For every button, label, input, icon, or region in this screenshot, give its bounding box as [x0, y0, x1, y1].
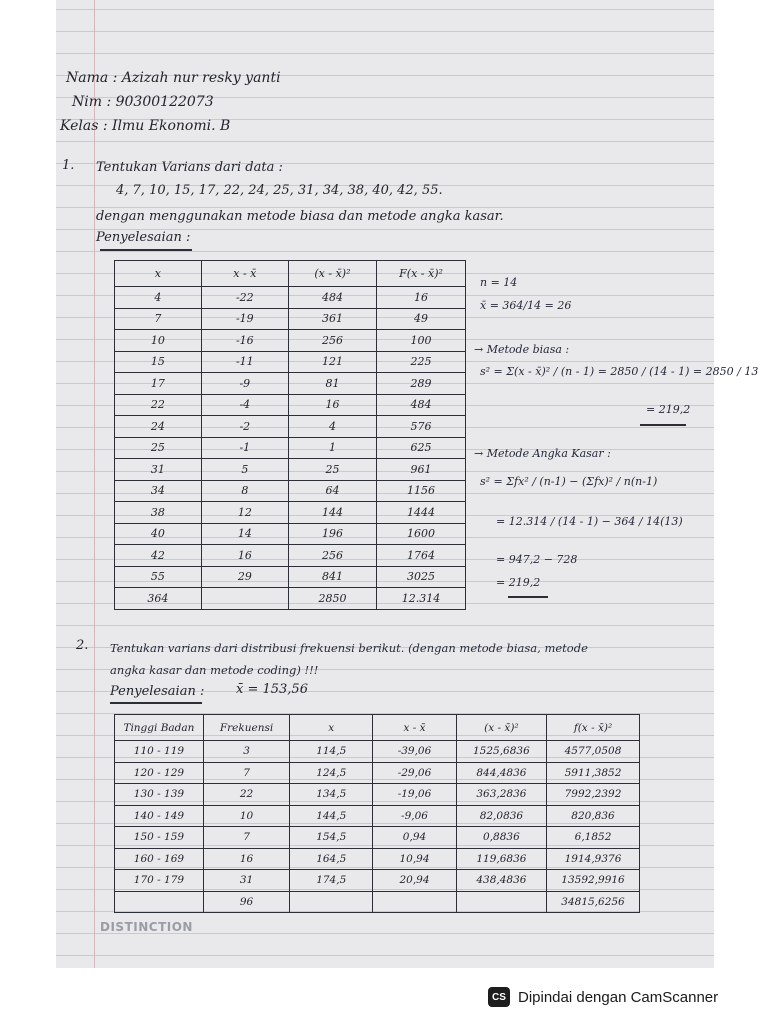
- table-cell: 225: [377, 351, 466, 373]
- col-header: (x - x̄)²: [456, 715, 546, 741]
- table-cell: 150 - 159: [115, 827, 204, 849]
- table-cell: 140 - 149: [115, 805, 204, 827]
- metode-biasa-result: = 219,2: [646, 403, 691, 416]
- camscanner-label: Dipindai dengan CamScanner: [518, 988, 719, 1006]
- table-cell: 576: [377, 416, 466, 438]
- notebook-page: [56, 0, 759, 968]
- col-header: x - x̄: [373, 715, 457, 741]
- table-cell: 144: [288, 502, 376, 524]
- table-cell: 13592,9916: [547, 870, 640, 892]
- table-row: [115, 805, 640, 827]
- table-header-row: [115, 261, 466, 287]
- table-cell: 121: [288, 351, 376, 373]
- table-cell: 29: [201, 566, 288, 588]
- table-cell: -29,06: [373, 762, 457, 784]
- metode-kasar-result: = 219,2: [496, 576, 541, 589]
- table-cell: -9: [201, 373, 288, 395]
- table-cell: 164,5: [290, 848, 373, 870]
- table-cell: 100: [377, 330, 466, 352]
- table-row: [115, 502, 466, 524]
- q2-number: 2.: [76, 638, 89, 653]
- table-cell: 82,0836: [456, 805, 546, 827]
- table-cell: 16: [288, 394, 376, 416]
- table-total-cell: [373, 891, 457, 913]
- table-cell: -19: [201, 308, 288, 330]
- table-cell: 110 - 119: [115, 741, 204, 763]
- table-cell: 5911,3852: [547, 762, 640, 784]
- table-cell: 42: [115, 545, 202, 567]
- table-cell: 7992,2392: [547, 784, 640, 806]
- table-header-row: [115, 715, 640, 741]
- mean-value: x̄ = 364/14 = 26: [480, 299, 572, 312]
- metode-kasar-title: → Metode Angka Kasar :: [474, 447, 611, 460]
- table-row: [115, 566, 466, 588]
- table-cell: 844,4836: [456, 762, 546, 784]
- table-cell: 12: [201, 502, 288, 524]
- table-cell: 363,2836: [456, 784, 546, 806]
- q1-method: dengan menggunakan metode biasa dan metode angka kasar.: [96, 209, 504, 224]
- table-cell: 0,8836: [456, 827, 546, 849]
- table-cell: 119,6836: [456, 848, 546, 870]
- table-cell: 6,1852: [547, 827, 640, 849]
- table-row: [115, 330, 466, 352]
- table-cell: 1525,6836: [456, 741, 546, 763]
- table-cell: 1156: [377, 480, 466, 502]
- table-cell: -19,06: [373, 784, 457, 806]
- table-cell: 16: [201, 545, 288, 567]
- table-cell: 144,5: [290, 805, 373, 827]
- table-cell: 4: [115, 287, 202, 309]
- penyelesaian-underline: [110, 702, 202, 704]
- table-cell: 3: [203, 741, 289, 763]
- table-row: [115, 784, 640, 806]
- table-total-cell: 12.314: [377, 588, 466, 610]
- result-underline: [508, 596, 548, 598]
- table-row: [115, 287, 466, 309]
- table-cell: 174,5: [290, 870, 373, 892]
- table-cell: 15: [115, 351, 202, 373]
- metode-kasar-formula: s² = Σfx² / (n-1) − (Σfx)² / n(n-1): [480, 475, 658, 488]
- q2-mean: x̄ = 153,56: [236, 682, 308, 697]
- table-total-cell: [456, 891, 546, 913]
- table-cell: 961: [377, 459, 466, 481]
- table-cell: 1: [288, 437, 376, 459]
- table-cell: 7: [203, 762, 289, 784]
- table-cell: 64: [288, 480, 376, 502]
- student-nim: Nim : 90300122073: [72, 94, 214, 110]
- table-row: [115, 848, 640, 870]
- table-cell: 22: [203, 784, 289, 806]
- q1-penyelesaian: Penyelesaian :: [96, 230, 191, 245]
- col-header: f(x - x̄)²: [547, 715, 640, 741]
- table-cell: 820,836: [547, 805, 640, 827]
- table-cell: 114,5: [290, 741, 373, 763]
- table-cell: 17: [115, 373, 202, 395]
- variance-table-1: [114, 260, 466, 610]
- table-row: [115, 459, 466, 481]
- table-row: [115, 480, 466, 502]
- camscanner-footer: [476, 982, 756, 1012]
- table-cell: 40: [115, 523, 202, 545]
- q1-title: Tentukan Varians dari data :: [96, 160, 283, 175]
- table-cell: 3025: [377, 566, 466, 588]
- table-row: [115, 523, 466, 545]
- table-cell: 256: [288, 330, 376, 352]
- table-cell: 81: [288, 373, 376, 395]
- table-cell: 1914,9376: [547, 848, 640, 870]
- table-cell: 25: [115, 437, 202, 459]
- table-total-row: [115, 588, 466, 610]
- table-cell: 289: [377, 373, 466, 395]
- table-row: [115, 394, 466, 416]
- table-cell: 4: [288, 416, 376, 438]
- table-cell: -11: [201, 351, 288, 373]
- table-cell: 38: [115, 502, 202, 524]
- table-cell: 31: [115, 459, 202, 481]
- table-cell: 484: [288, 287, 376, 309]
- q1-number: 1.: [62, 158, 75, 173]
- q1-data: 4, 7, 10, 15, 17, 22, 24, 25, 31, 34, 38, 40, 42, 55.: [116, 183, 443, 198]
- table-cell: 49: [377, 308, 466, 330]
- table-cell: 8: [201, 480, 288, 502]
- table-cell: 124,5: [290, 762, 373, 784]
- table-cell: 7: [115, 308, 202, 330]
- table-cell: 1764: [377, 545, 466, 567]
- table-total-cell: 34815,6256: [547, 891, 640, 913]
- table-cell: 14: [201, 523, 288, 545]
- table-cell: 16: [377, 287, 466, 309]
- table-cell: 625: [377, 437, 466, 459]
- q2-penyelesaian: Penyelesaian :: [110, 684, 205, 699]
- q2-title-line-2: angka kasar dan metode coding) !!!: [110, 663, 319, 677]
- table-cell: 20,94: [373, 870, 457, 892]
- table-cell: 1444: [377, 502, 466, 524]
- col-header: Frekuensi: [203, 715, 289, 741]
- table-row: [115, 351, 466, 373]
- table-cell: 7: [203, 827, 289, 849]
- table-cell: 22: [115, 394, 202, 416]
- table-cell: 34: [115, 480, 202, 502]
- margin-line: [94, 0, 95, 968]
- col-header: x: [115, 261, 202, 287]
- table-cell: 31: [203, 870, 289, 892]
- student-class: Kelas : Ilmu Ekonomi. B: [60, 118, 231, 134]
- frequency-table: [114, 714, 640, 913]
- table-cell: 25: [288, 459, 376, 481]
- table-total-cell: [290, 891, 373, 913]
- table-row: [115, 827, 640, 849]
- table-total-cell: [115, 891, 204, 913]
- table-row: [115, 762, 640, 784]
- table-total-row: [115, 891, 640, 913]
- q2-title-line-1: Tentukan varians dari distribusi frekuensi berikut. (dengan metode biasa, metode: [110, 641, 588, 655]
- col-header: x - x̄: [201, 261, 288, 287]
- table-cell: 55: [115, 566, 202, 588]
- metode-biasa-title: → Metode biasa :: [474, 343, 570, 356]
- col-header: (x - x̄)²: [288, 261, 376, 287]
- table-cell: 4577,0508: [547, 741, 640, 763]
- table-cell: 5: [201, 459, 288, 481]
- table-total-cell: 364: [115, 588, 202, 610]
- table-cell: 1600: [377, 523, 466, 545]
- table-row: [115, 545, 466, 567]
- col-header: x: [290, 715, 373, 741]
- table-cell: 361: [288, 308, 376, 330]
- table-cell: 16: [203, 848, 289, 870]
- table-cell: 120 - 129: [115, 762, 204, 784]
- table-row: [115, 373, 466, 395]
- table-cell: 24: [115, 416, 202, 438]
- table-cell: -9,06: [373, 805, 457, 827]
- table-row: [115, 741, 640, 763]
- camscanner-logo-icon: CS: [488, 987, 510, 1007]
- table-cell: -39,06: [373, 741, 457, 763]
- table-cell: -22: [201, 287, 288, 309]
- table-cell: 484: [377, 394, 466, 416]
- col-header: F(x - x̄)²: [377, 261, 466, 287]
- table-total-cell: [201, 588, 288, 610]
- table-cell: -2: [201, 416, 288, 438]
- table-cell: 160 - 169: [115, 848, 204, 870]
- table-row: [115, 437, 466, 459]
- table-cell: -16: [201, 330, 288, 352]
- metode-kasar-step-1: = 12.314 / (14 - 1) − 364 / 14(13): [496, 515, 683, 528]
- table-cell: 170 - 179: [115, 870, 204, 892]
- table-cell: 0,94: [373, 827, 457, 849]
- table-cell: 438,4836: [456, 870, 546, 892]
- table-cell: -1: [201, 437, 288, 459]
- result-underline: [640, 424, 686, 426]
- col-header: Tinggi Badan: [115, 715, 204, 741]
- table-cell: 256: [288, 545, 376, 567]
- table-cell: 134,5: [290, 784, 373, 806]
- table-row: [115, 416, 466, 438]
- table-row: [115, 308, 466, 330]
- notebook-brand-logo: DISTINCTION: [100, 920, 193, 934]
- table-total-cell: 2850: [288, 588, 376, 610]
- metode-biasa-formula: s² = Σ(x - x̄)² / (n - 1) = 2850 / (14 - 1) = 2850 / 13: [480, 365, 759, 378]
- penyelesaian-underline: [100, 249, 192, 251]
- table-cell: 154,5: [290, 827, 373, 849]
- table-cell: 130 - 139: [115, 784, 204, 806]
- student-name: Nama : Azizah nur resky yanti: [66, 70, 281, 86]
- metode-kasar-step-2: = 947,2 − 728: [496, 553, 578, 566]
- table-cell: 10: [115, 330, 202, 352]
- table-row: [115, 870, 640, 892]
- table-cell: 841: [288, 566, 376, 588]
- n-value: n = 14: [480, 276, 518, 289]
- table-cell: 196: [288, 523, 376, 545]
- table-cell: -4: [201, 394, 288, 416]
- table-cell: 10: [203, 805, 289, 827]
- table-cell: 10,94: [373, 848, 457, 870]
- table-total-cell: 96: [203, 891, 289, 913]
